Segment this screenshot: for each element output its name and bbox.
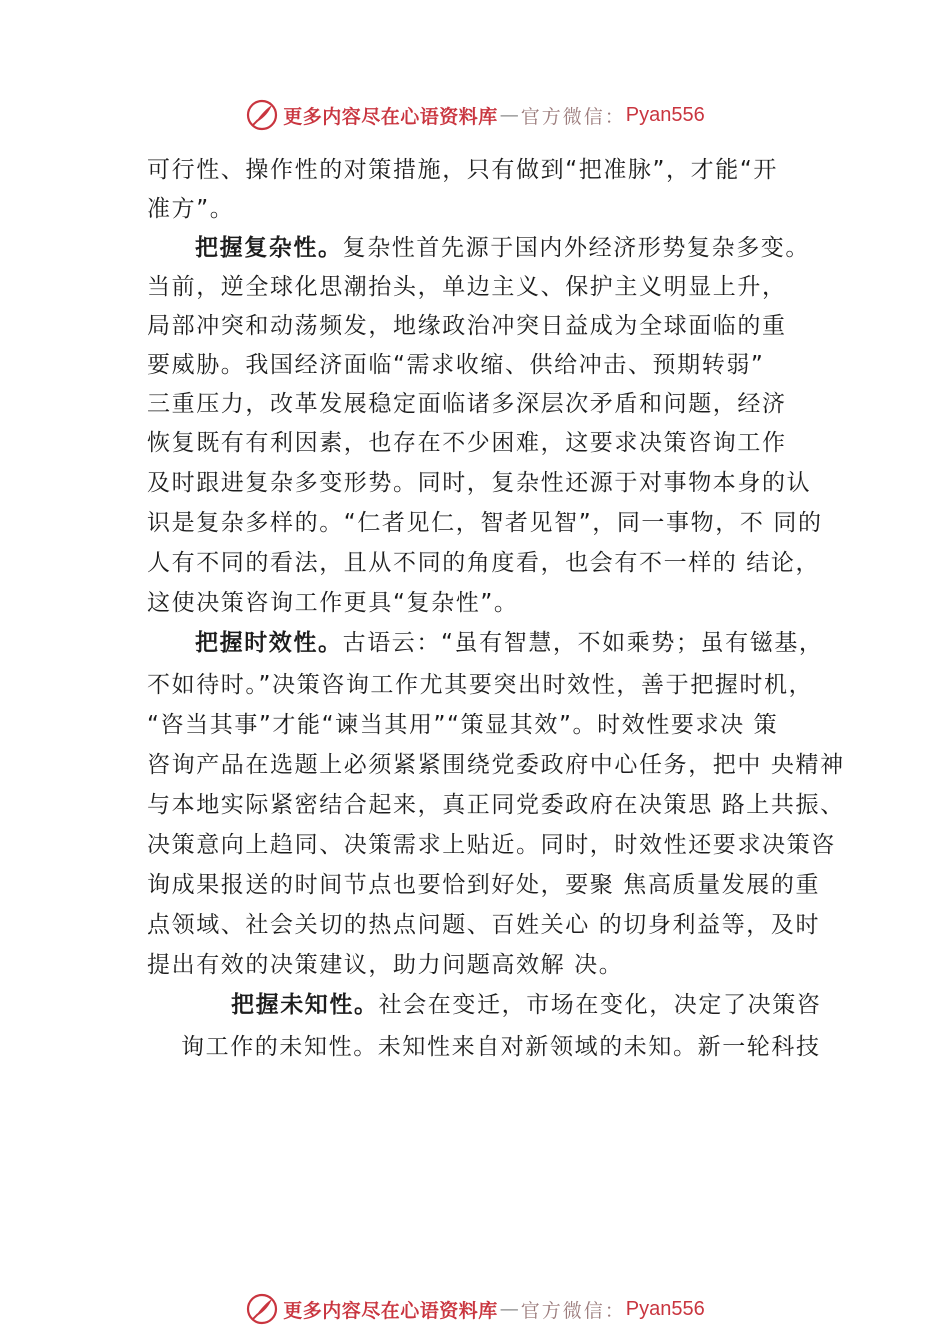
text-line: 当前，逆全球化思潮抬头，单边主义、保护主义明显上升， — [147, 274, 787, 300]
banner-title: 更多内容尽在心语资料库 — [283, 105, 498, 128]
text-line: 询成果报送的时间节点也要恰到好处，要聚 焦高质量发展的重 — [147, 872, 821, 898]
banner-separator: — — [499, 1298, 519, 1320]
paragraph-lead: 把握复杂性。 — [195, 235, 343, 261]
header-banner — [0, 95, 950, 135]
paragraph-lead: 把握时效性。 — [195, 630, 343, 656]
text-line: 三重压力，改革发展稳定面临诸多深层次矛盾和问题，经济 — [147, 391, 787, 417]
text-line: 人有不同的看法，且从不同的角度看，也会有不一样的 结论， — [147, 550, 821, 576]
banner-separator: — — [499, 104, 519, 126]
text-line: 可行性、操作性的对策措施，只有做到“把准脉”，才能“开 — [147, 157, 778, 183]
text-line: “咨当其事”才能“谏当其用”“策显其效”。时效性要求决 策 — [147, 712, 779, 738]
paragraph-heading-line: 把握时效性。古语云：“虽有智慧，不如乘势；虽有镃基， — [195, 630, 824, 656]
banner-wechat-label: 官方微信： — [520, 105, 626, 128]
banner-title: 更多内容尽在心语资料库 — [283, 1299, 498, 1322]
text-line: 与本地实际紧密结合起来，真正同党委政府在决策思 路上共振、 — [147, 792, 845, 818]
banner-wechat-id: Pyan556 — [625, 1297, 705, 1320]
banner-wechat-label: 官方微信： — [520, 1299, 626, 1322]
text-line: 识是复杂多样的。“仁者见仁，智者见智”，同一事物，不 同的 — [147, 510, 823, 536]
text-line: 提出有效的决策建议，助力问题高效解 决。 — [147, 952, 624, 978]
text-line: 询工作的未知性。未知性来自对新领域的未知。新一轮科技 — [181, 1034, 821, 1060]
text-line: 点领域、社会关切的热点问题、百姓关心 的切身利益等，及时 — [147, 912, 821, 938]
text-line: 不如待时。”决策咨询工作尤其要突出时效性，善于把握时机， — [147, 672, 814, 698]
footer-banner — [0, 1289, 950, 1329]
text-line: 及时跟进复杂多变形势。同时，复杂性还源于对事物本身的认 — [147, 470, 812, 496]
text-line: 要威胁。我国经济面临“需求收缩、供给冲击、预期转弱” — [147, 352, 765, 378]
banner-wechat-id: Pyan556 — [625, 103, 705, 126]
text-line: 准方”。 — [147, 196, 235, 222]
text-line: 局部冲突和动荡频发，地缘政治冲突日益成为全球面临的重 — [147, 313, 787, 339]
text-line: 恢复既有有利因素，也存在不少困难，这要求决策咨询工作 — [147, 430, 787, 456]
text-line: 这使决策咨询工作更具“复杂性”。 — [147, 590, 519, 616]
text-line: 咨询产品在选题上必须紧紧围绕党委政府中心任务，把中 央精神 — [147, 752, 845, 778]
feather-pen-logo-icon — [245, 98, 279, 132]
feather-pen-logo-icon — [245, 1292, 279, 1326]
text-line: 决策意向上趋同、决策需求上贴近。同时，时效性还要求决策咨 — [147, 832, 836, 858]
paragraph-heading-line: 把握复杂性。复杂性首先源于国内外经济形势复杂多变。 — [195, 235, 811, 261]
paragraph-lead: 把握未知性。 — [231, 992, 379, 1018]
paragraph-heading-line: 把握未知性。社会在变迁，市场在变化，决定了决策咨 — [231, 992, 822, 1018]
